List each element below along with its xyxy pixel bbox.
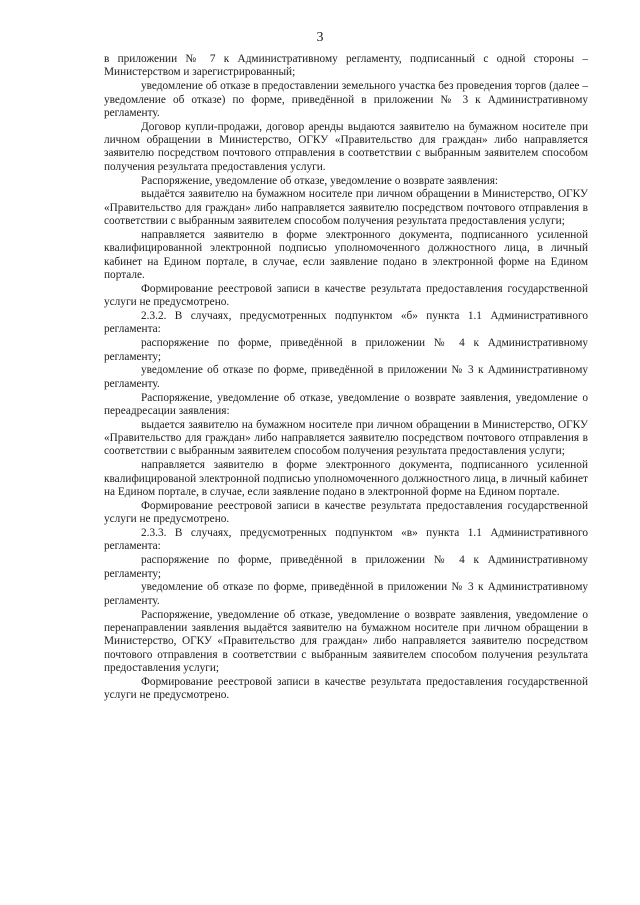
page-number: 3 [316,30,324,45]
paragraph: уведомление об отказе по форме, приведённой в приложении № 3 к Административному регламенту. [104,581,588,607]
paragraph: выдается заявителю на бумажном носителе при личном обращении в Министерство, ОГКУ «Правительство для граждан» либо направляется заявителю посредством почтового отправления в соответствии с выбранным заявителем способом получения результата предоставления услуги; [104,418,588,458]
paragraph: Формирование реестровой записи в качестве результата предоставления государственной услуги не предусмотрено. [104,499,588,526]
paragraph: направляется заявителю в форме электронного документа, подписанного усиленной квалифицированой электронной подписью уполномоченного должностного лица, в личный кабинет на Едином портале, в случае, если заявление подано в электронной форме на Едином портале. [104,459,588,498]
section-heading: 2.3.2. В случаях, предусмотренных подпунктом «б» пункта 1.1 Административного регламента: [104,310,588,336]
paragraph: уведомление об отказе в предоставлении земельного участка без проведения торгов (далее – уведомление об отказе) по форме, приведённой в приложении № 3 к Административному регламенту. [104,80,588,119]
paragraph: распоряжение по форме, приведённой в приложении № 4 к Административному регламенту; [104,554,588,580]
paragraph: в приложении № 7 к Административному регламенту, подписанный с одной стороны – Министерством и зарегистрированный; [104,53,588,79]
section-heading: 2.3.3. В случаях, предусмотренных подпунктом «в» пункта 1.1 Административного регламента: [104,527,588,553]
paragraph: Распоряжение, уведомление об отказе, уведомление о возврате заявления: [141,174,499,187]
paragraph: Формирование реестровой записи в качестве результата предоставления государственной услуги не предусмотрено. [104,675,588,702]
paragraph: Распоряжение, уведомление об отказе, уведомление о возврате заявления, уведомление о переадресации заявления: [104,391,588,417]
paragraph: Формирование реестровой записи в качестве результата предоставления государственной услуги не предусмотрено. [104,282,588,309]
paragraph: уведомление об отказе по форме, приведённой в приложении № 3 к Административному регламенту. [104,364,588,390]
paragraph: Договор купли-продажи, договор аренды выдаются заявителю на бумажном носителе при личном обращении в Министерство, ОГКУ «Правительство для граждан» либо направляется заявителю посредством почтового отправления в соответствии с выбранным заявителем способом получения результата предоставления услуги. [104,120,588,173]
paragraph: направляется заявителю в форме электронного документа, подписанного усиленной квалифицированной электронной подписью уполномоченного должностного лица, в личный кабинет на Едином портале, в случае, если заявление подано в электронной форме на Едином портале. [104,228,588,281]
document-body [104,53,588,703]
paragraph: распоряжение по форме, приведённой в приложении № 4 к Административному регламенту; [104,337,588,363]
paragraph: выдаётся заявителю на бумажном носителе при личном обращении в Министерство, ОГКУ «Правительство для граждан» либо направляется заявителю посредством почтового отправления в соответствии с выбранным заявителем способом получения результата предоставления услуги; [104,188,588,228]
paragraph: Распоряжение, уведомление об отказе, уведомление о возврате заявления, уведомление о перенаправлении заявления выдаётся заявителю на бумажном носителе при личном обращении в Министерство, ОГКУ «Правительство для граждан» либо направляется заявителю посредством почтового отправления в соответствии с выбранным заявителем способом получения результата предоставления услуги; [104,608,588,674]
